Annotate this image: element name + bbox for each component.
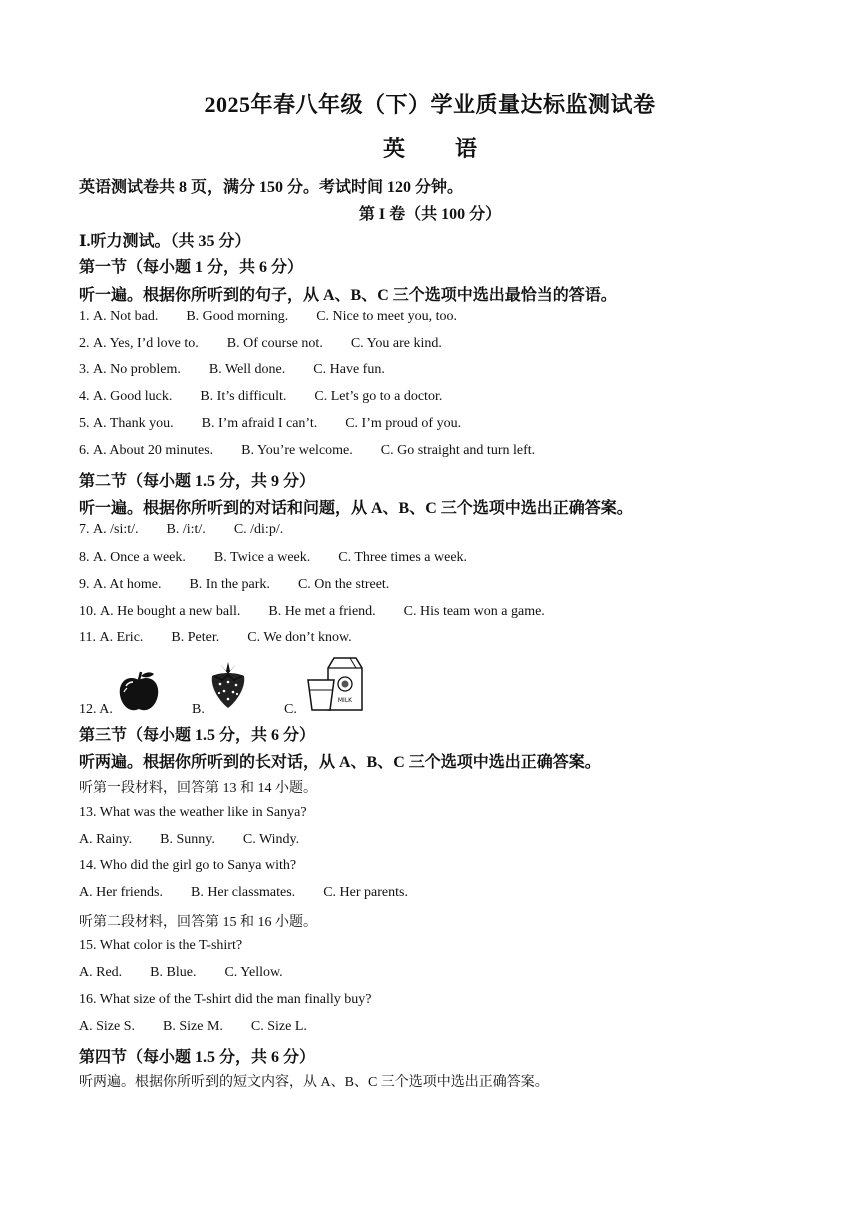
option-a: A. Not bad. [93, 309, 159, 324]
option-a: A. He bought a new ball. [100, 604, 241, 619]
section4-instruction: 听两遍。根据你所听到的短文内容，从 A、B、C 三个选项中选出正确答案。 [79, 1075, 549, 1090]
question-number: 6. [79, 443, 90, 458]
subject-title: 英 语 [382, 136, 491, 161]
question-number: 12. [79, 702, 97, 717]
option-b: B. Twice a week. [213, 550, 311, 565]
material-2-note: 听第二段材料，回答第 15 和 16 小题。 [79, 915, 317, 930]
option-b: B. Of course not. [226, 336, 323, 351]
option-b: B. [192, 702, 205, 717]
question-14: 14. Who did the girl go to Sanya with? [79, 858, 297, 873]
question-number: 8. [79, 550, 90, 565]
option-c: C. Let’s go to a doctor. [314, 389, 443, 404]
option-a: A. No problem. [93, 362, 181, 377]
option-c: C. Nice to meet you, too. [316, 309, 457, 324]
question-number: 10. [79, 604, 97, 619]
option-b: B. Well done. [208, 362, 286, 377]
option-c: C. His team won a game. [403, 604, 545, 619]
option-c: C. I’m proud of you. [345, 416, 462, 431]
option-b: B. In the park. [189, 577, 270, 592]
option-c: C. Have fun. [313, 362, 385, 377]
option-a: A. Thank you. [93, 416, 174, 431]
question-number: 11. [79, 630, 96, 645]
question-row [79, 885, 408, 901]
section2-heading: 第二节（每小题 1.5 分，共 9 分） [79, 473, 316, 490]
option-c: C. Size L. [250, 1019, 307, 1034]
option-c: C. /di:p/. [233, 522, 284, 537]
exam-intro: 英语测试卷共 8 页，满分 150 分。考试时间 120 分钟。 [79, 179, 464, 196]
option-c: C. Go straight and turn left. [380, 443, 536, 458]
option-b: B. You’re welcome. [241, 443, 353, 458]
option-a: A. Once a week. [93, 550, 186, 565]
option-a: A. /si:t/. [93, 522, 139, 537]
question-number: 5. [79, 416, 90, 431]
material-1-note: 听第一段材料，回答第 13 和 14 小题。 [79, 781, 317, 796]
question-row [79, 336, 442, 352]
option-c: C. Her parents. [323, 885, 408, 900]
option-b: B. I’m afraid I can’t. [201, 416, 318, 431]
option-a: A. Eric. [99, 630, 144, 645]
question-number: 7. [79, 522, 90, 537]
question-row [79, 630, 352, 646]
question-number: 9. [79, 577, 90, 592]
section3-heading: 第三节（每小题 1.5 分，共 6 分） [79, 727, 316, 744]
milk-carton-icon [304, 654, 366, 712]
question-number: 2. [79, 336, 90, 351]
option-b: B. Her classmates. [190, 885, 296, 900]
option-b: B. Good morning. [186, 309, 289, 324]
option-c: C. Three times a week. [338, 550, 468, 565]
question-row [79, 550, 467, 566]
question-15: 15. What color is the T-shirt? [79, 938, 243, 953]
question-row [79, 1019, 307, 1035]
option-c: C. You are kind. [350, 336, 442, 351]
option-a: A. Her friends. [79, 885, 163, 900]
section2-instruction: 听一遍。根据你所听到的对话和问题，从 A、B、C 三个选项中选出正确答案。 [79, 500, 633, 517]
question-row [79, 965, 283, 981]
option-b: B. /i:t/. [166, 522, 206, 537]
option-b: B. Sunny. [160, 832, 215, 847]
section1-instruction: 听一遍。根据你所听到的句子，从 A、B、C 三个选项中选出最恰当的答语。 [79, 287, 617, 304]
section1-heading: 第一节（每小题 1 分，共 6 分） [79, 259, 304, 276]
option-a: A. Red. [79, 965, 123, 980]
option-a: A. [99, 702, 113, 717]
option-c: C. Yellow. [224, 965, 283, 980]
option-b: B. Size M. [163, 1019, 223, 1034]
option-c: C. Windy. [242, 832, 300, 847]
option-a: A. Rainy. [79, 832, 133, 847]
option-b: B. It’s difficult. [200, 389, 287, 404]
option-a: A. Yes, I’d love to. [93, 336, 199, 351]
question-row [79, 604, 545, 620]
question-row [79, 416, 461, 432]
option-c: C. We don’t know. [247, 630, 352, 645]
part-heading: 第 I 卷（共 100 分） [358, 206, 502, 223]
question-number: 1. [79, 309, 90, 324]
question-row [79, 362, 385, 378]
question-row [79, 577, 389, 593]
option-b: B. He met a friend. [268, 604, 376, 619]
option-b: B. Peter. [171, 630, 220, 645]
milk-carton-label: MILK [337, 697, 353, 704]
exam-title: 2025年春八年级（下）学业质量达标监测试卷 [204, 92, 656, 117]
question-row [79, 389, 442, 405]
option-a: A. At home. [93, 577, 162, 592]
option-b: B. Blue. [150, 965, 197, 980]
section3-instruction: 听两遍。根据你所听到的长对话，从 A、B、C 三个选项中选出正确答案。 [79, 754, 601, 771]
question-row [79, 309, 457, 325]
option-a: A. Size S. [79, 1019, 135, 1034]
question-12-label [79, 702, 113, 718]
question-16: 16. What size of the T-shirt did the man finally buy? [79, 992, 372, 1007]
section4-heading: 第四节（每小题 1.5 分，共 6 分） [79, 1049, 316, 1066]
question-number: 4. [79, 389, 90, 404]
option-a: A. About 20 minutes. [93, 443, 214, 458]
listening-section-heading: Ⅰ.听力测试。（共 35 分） [79, 233, 251, 250]
question-13: 13. What was the weather like in Sanya? [79, 805, 307, 820]
apple-icon [116, 670, 162, 714]
question-row [79, 443, 535, 459]
option-a: A. Good luck. [93, 389, 173, 404]
option-c: C. [284, 702, 297, 717]
strawberry-icon [206, 662, 250, 710]
option-c: C. On the street. [297, 577, 390, 592]
question-row [79, 832, 299, 848]
question-row [79, 522, 283, 538]
question-number: 3. [79, 362, 90, 377]
